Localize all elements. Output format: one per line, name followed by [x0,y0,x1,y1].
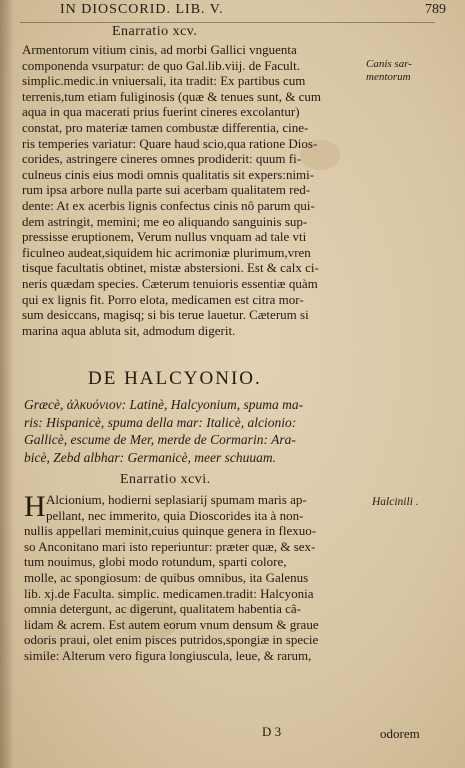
text-line: tum nouimus, globi modo rotundum, sparti colore, [24,554,287,570]
section-heading-halcyonio: DE HALCYONIO. [88,368,262,389]
text-line: constat, pro materiæ tamen combustæ differentia, cine- [22,119,309,135]
text-line: ris temperies variatur: Quare haud scio,qua ratione Dios- [22,135,318,151]
margin-note-canis [366,58,412,84]
text-line: dente: At ex acerbis lignis confectus cinis nô parum qui- [22,197,315,213]
text-line: qui ex lignis fit. Porro elota, medicamen est citra mor- [22,291,304,307]
catchword: odorem [380,726,420,741]
enarratio-xcv-text [22,42,321,338]
text-line: rum ipsa arbore nulla parte sui acerbam qualitatem red- [22,182,311,198]
text-line: tisque facultatis obtinet, mistæ abstersioni. Est & calx ci- [22,260,319,276]
enarratio-title-xcvi: Enarratio xcvi. [120,472,211,487]
text-line: Alcionium, hodierni seplasiarij spumam maris ap- [46,492,307,507]
text-line: ris: Hispanicè, spuma della mar: Italicè, alcionio: [24,414,297,430]
text-line: molle, ac spongiosum: de quibus omnibus, ita Galenus [24,569,309,585]
header-rule [20,22,435,23]
enarratio-xcvi-text [24,523,319,663]
text-line: neris quædam species. Cæterum tenuioris essentiæ quàm [22,275,318,291]
text-line: simplic.medic.in vniuersali, ita tradit: Ex partibus cum [22,73,306,89]
text-line: sum desiccans, magisq; si bis terue lauetur. Cæterum si [22,307,309,323]
text-line: lidam & acrem. Est autem eorum vnum densum & graue [24,616,319,632]
enarratio-title-xcv: Enarratio xcv. [112,24,198,39]
text-line: Armentorum vitium cinis, ad morbi Gallici vnguenta [22,42,297,57]
synonyms-block [24,396,303,466]
text-line: ficulneo audeat,siquidem hic acrimoniæ plurimum,vren [22,244,311,260]
margin-note-line: Canis sar- [366,58,412,70]
text-line: pressisse eruptionem, Verum nullus vnquam ad tale vti [22,229,307,245]
signature-mark: D 3 [262,724,282,739]
text-line: odoris praui, olet enim pisces putridos,spongiæ in specie [24,632,319,648]
text-line: lib. xj.de Faculta. simplic. medicamen.tradit: Halcyonia [24,585,314,601]
text-line: nullis appellari meminit,cuius quinque genera in flexuo- [24,523,317,539]
text-line: culneus cinis eius modi omnis qualitatis sit expers:nimi- [22,166,315,182]
text-line: aqua in qua macerati prius fuerint cineres excolantur) [22,104,300,120]
margin-note-line: mentorum [366,71,411,83]
text-line: Gallicè, escume de Mer, merde de Cormarin: Ara- [24,432,296,447]
text-line: omnia detergunt, ac digerunt, qualitatem habentia câ- [24,601,301,617]
text-line: terrenis,tum etiam fuliginosis (quæ & tenues sunt, & cum [22,88,321,104]
enarratio-xcvi-opening [46,492,307,523]
text-line: Græcè, ἀλκυόνιον: Latinè, Halcyonium, spuma ma- [24,397,304,412]
margin-note-halcinili: Halcinili . [372,496,419,508]
running-head: IN DIOSCORID. LIB. V. [60,2,224,17]
text-line: pellant, nec immerito, quia Dioscorides ita à non- [46,507,304,523]
drop-cap: H [24,490,46,523]
page-number: 789 [425,2,446,17]
text-line: marina aqua abluta sit, admodum digerit. [22,322,236,338]
text-line: corides, astringere cineres omnes prodiderit: quum fi- [22,151,302,167]
text-line: so Anconitano mari isto reperiuntur: præter quæ, & sex- [24,538,316,554]
text-line: simile: Alterum vero figura longiuscula, leue, & rarum, [24,647,312,663]
text-line: componenda vsurpatur: de quo Gal.lib.viij. de Facult. [22,57,300,73]
text-line: dem astringit, memini; me eo aliquando sanguinis sup- [22,213,308,229]
text-line: bicè, Zebd albhar: Germanicè, meer schuuam. [24,449,276,465]
gutter-shadow [0,0,14,768]
